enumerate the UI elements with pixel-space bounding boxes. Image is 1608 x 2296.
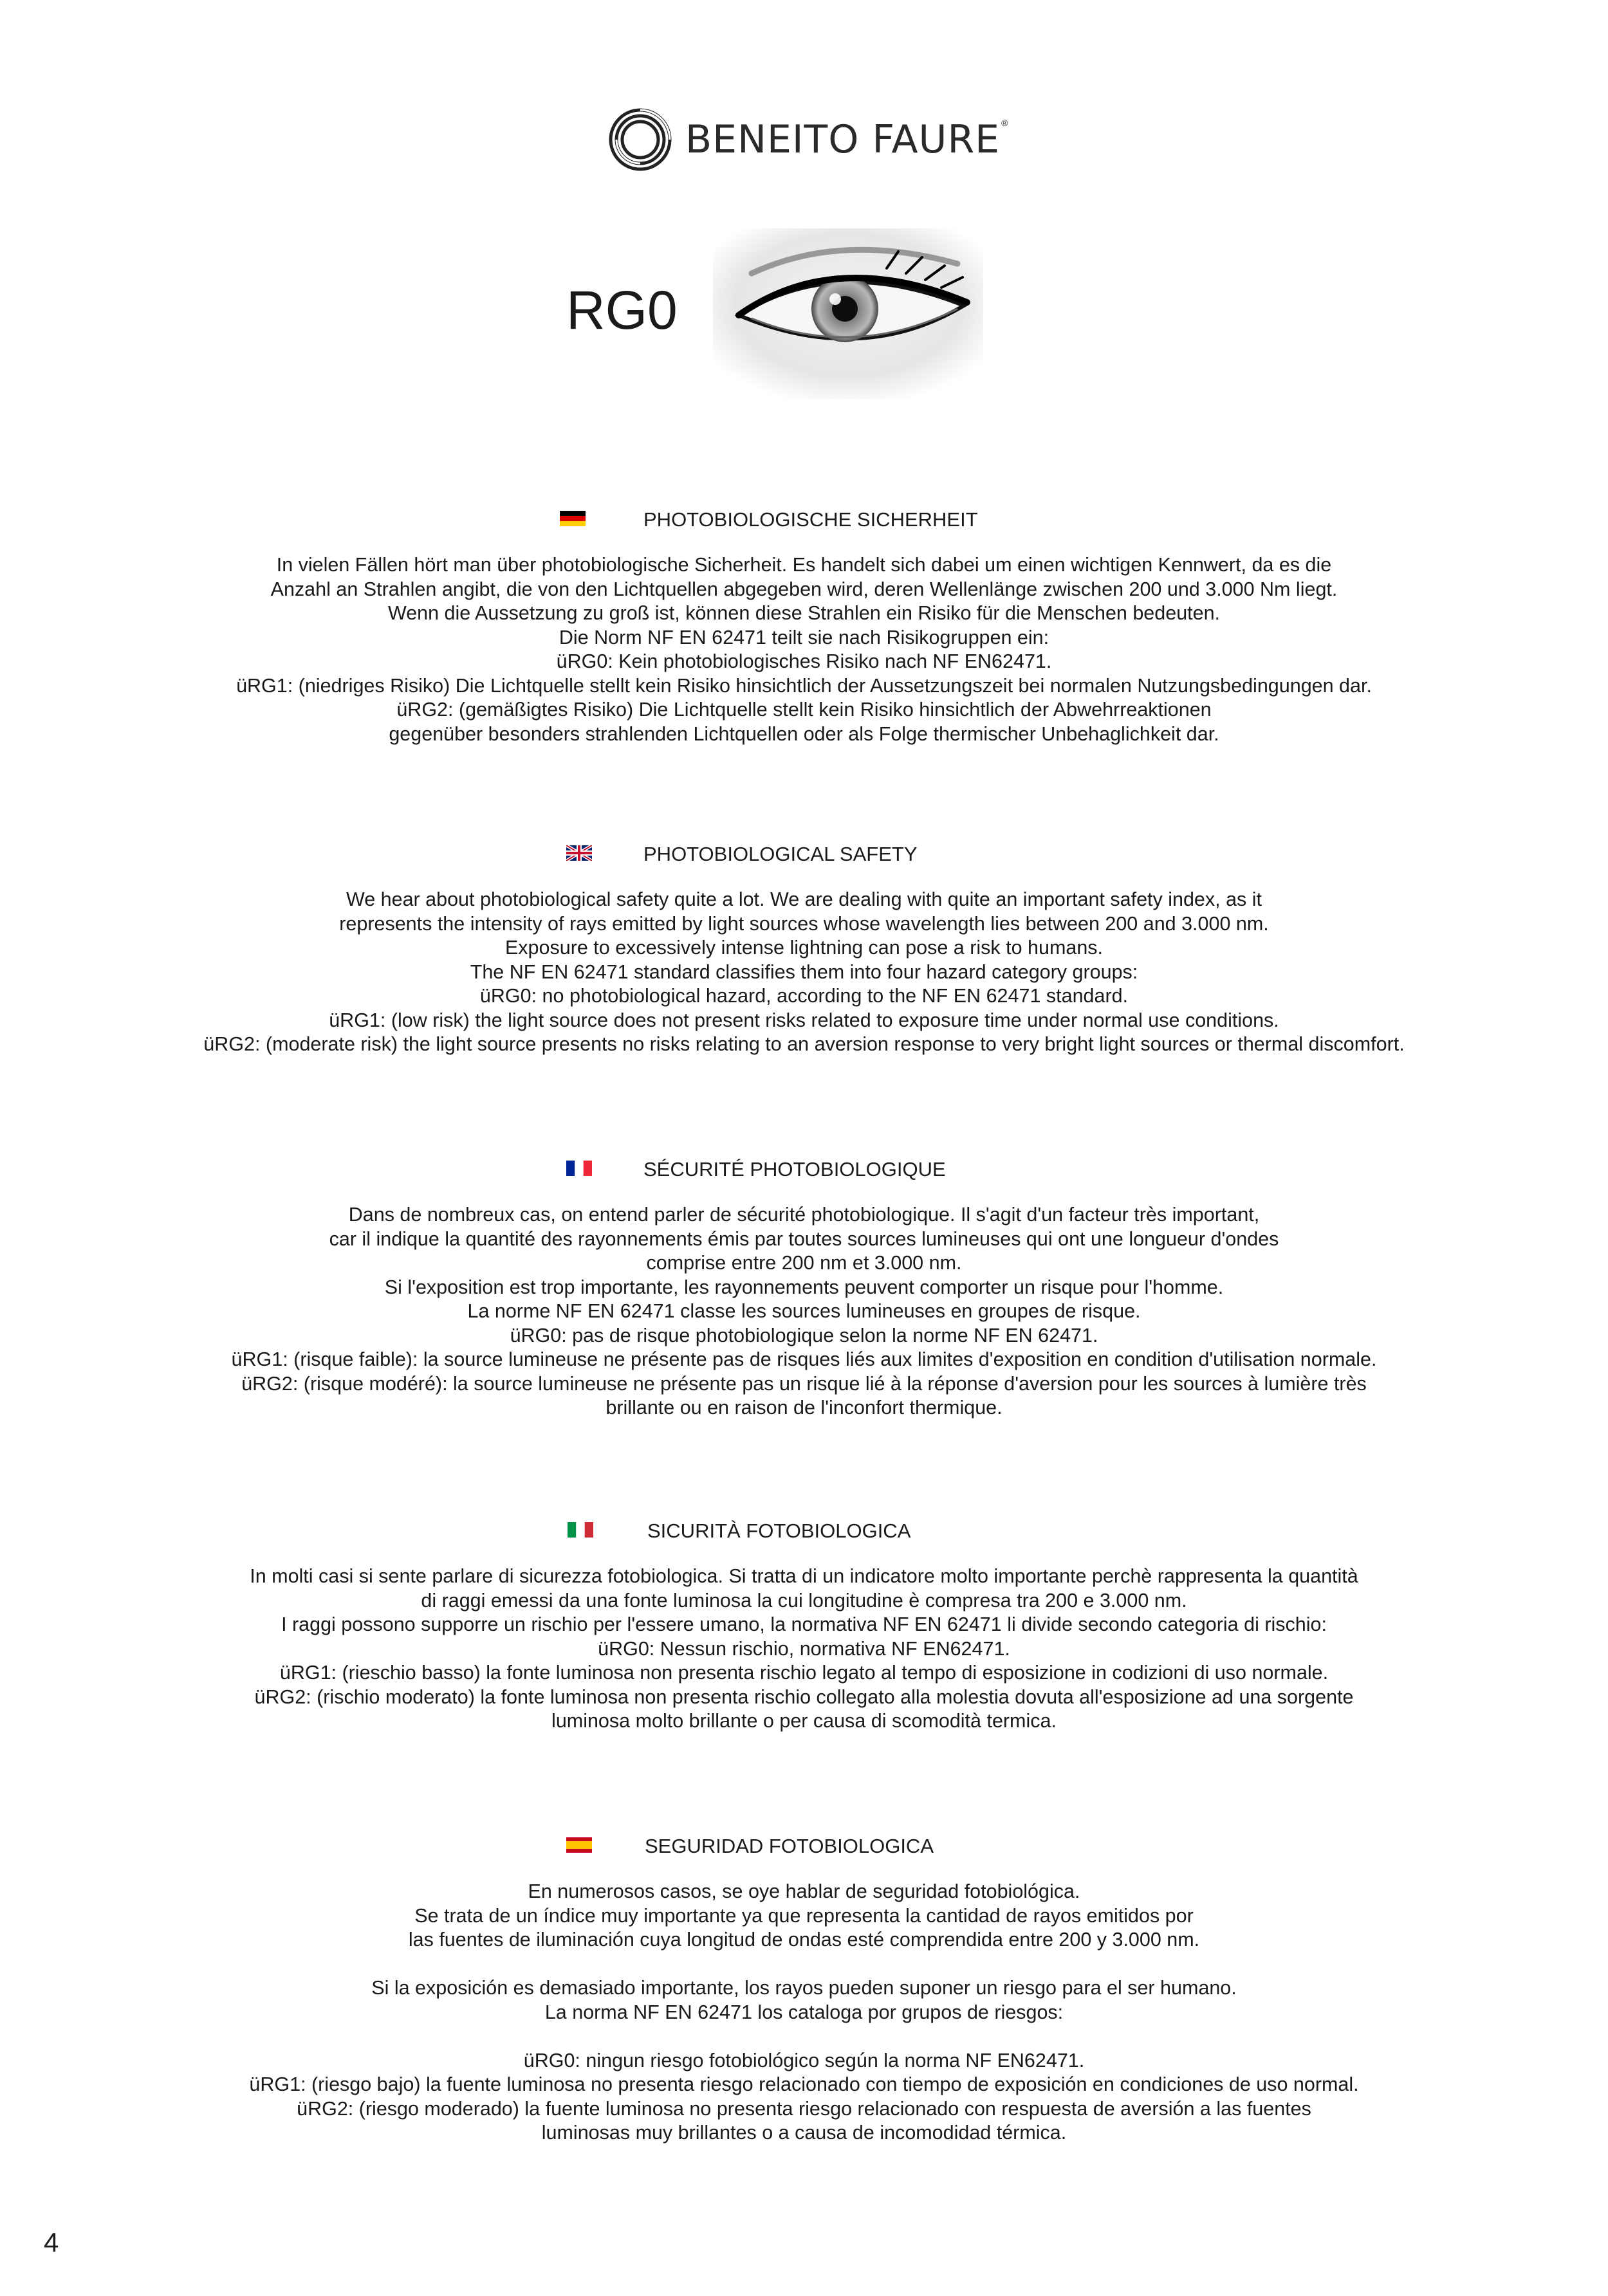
section-body (0, 1203, 1608, 1420)
section-body (0, 1880, 1608, 2145)
eye-icon (713, 228, 983, 399)
brand-name: BENEITO FAURE (685, 117, 1001, 162)
body-line: Wenn die Aussetzung zu groß ist, können diese Strahlen ein Risiko für die Menschen bedeuten. (387, 602, 1221, 624)
body-line: üRG2: (moderate risk) the light source presents no risks relating to an aversion response to very bright light sources or thermal discomfort. (203, 1033, 1405, 1055)
section-title: PHOTOBIOLOGICAL SAFETY (643, 843, 918, 865)
body-line: The NF EN 62471 standard classifies them into four hazard category groups: (470, 960, 1138, 983)
section-title: PHOTOBIOLOGISCHE SICHERHEIT (643, 508, 978, 531)
french-flag-icon (566, 1161, 592, 1176)
body-line: üRG1: (riesgo bajo) la fuente luminosa no presenta riesgo relacionado con tiempo de exposición en condiciones de uso normal. (249, 2073, 1359, 2095)
section-body (0, 1565, 1608, 1734)
body-line: car il indique la quantité des rayonnements émis par toutes sources lumineuses qui ont une longueur d'ondes (329, 1227, 1279, 1250)
body-line: luminosa molto brillante o per causa di scomodità termica. (551, 1710, 1057, 1732)
section-title: SICURITÀ FOTOBIOLOGICA (647, 1520, 911, 1542)
body-line: üRG0: ningun riesgo fotobiológico según la norma NF EN62471. (523, 2049, 1085, 2071)
body-line: las fuentes de iluminación cuya longitud de ondas esté comprendida entre 200 y 3.000 nm. (408, 1929, 1200, 1951)
german-flag-icon (560, 511, 586, 526)
spanish-flag-icon (566, 1837, 592, 1853)
body-line: üRG1: (rieschio basso) la fonte luminosa non presenta rischio legato al tempo di esposizione in codizioni di uso normale. (279, 1662, 1329, 1684)
body-line: La norme NF EN 62471 classe les sources lumineuses en groupes de risque. (467, 1300, 1141, 1322)
body-line: üRG2: (gemäßigtes Risiko) Die Lichtquelle stellt kein Risiko hinsichtlich der Abwehrreaktionen (396, 699, 1212, 721)
body-line: üRG0: pas de risque photobiologique selon la norme NF EN 62471. (510, 1324, 1098, 1346)
body-line: üRG1: (niedriges Risiko) Die Lichtquelle stellt kein Risiko hinsichtlich der Aussetzungszeit bei normalen Nutzungsbedingungen dar. (236, 674, 1372, 697)
body-line: I raggi possono supporre un rischio per l'essere umano, la normativa NF EN 62471 li divide secondo categoria di rischio: (281, 1613, 1327, 1635)
body-line-blank (0, 1952, 1608, 1977)
section-german (0, 508, 1608, 746)
brand-rings-icon (608, 107, 672, 172)
brand-logo (608, 104, 1008, 175)
risk-group-title: RG0 (566, 280, 678, 340)
body-line: üRG1: (low risk) the light source does not present risks related to exposure time under normal use conditions. (329, 1009, 1279, 1031)
body-line: üRG1: (risque faible): la source lumineuse ne présente pas de risques liés aux limites d'exposition en condition d'utilisation normale. (231, 1348, 1377, 1370)
body-line: comprise entre 200 nm et 3.000 nm. (646, 1252, 962, 1274)
body-line: Dans de nombreux cas, on entend parler de sécurité photobiologique. Il s'agit d'un facteur très important, (348, 1204, 1260, 1226)
body-line: üRG0: no photobiological hazard, according to the NF EN 62471 standard. (479, 985, 1129, 1007)
body-line: Exposure to excessively intense lightning can pose a risk to humans. (504, 937, 1104, 959)
body-line: luminosas muy brillantes o a causa de incomodidad térmica. (541, 2122, 1067, 2144)
body-line: In molti casi si sente parlare di sicurezza fotobiologica. Si tratta di un indicatore molto importante perchè rappresenta la quantità (250, 1565, 1358, 1587)
body-line: Si l'exposition est trop importante, les rayonnements peuvent comporter un risque pour l'homme. (384, 1276, 1224, 1298)
section-english (0, 843, 1608, 1057)
body-line: Si la exposición es demasiado importante, los rayos pueden suponer un riesgo para el ser humano. (371, 1977, 1237, 1999)
body-line: In vielen Fällen hört man über photobiologische Sicherheit. Es handelt sich dabei um einen wichtigen Kennwert, da es die (276, 554, 1332, 576)
body-line: Die Norm NF EN 62471 teilt sie nach Risikogruppen ein: (559, 626, 1049, 648)
body-line: üRG0: Kein photobiologisches Risiko nach NF EN62471. (556, 650, 1052, 672)
body-line: En numerosos casos, se oye hablar de seguridad fotobiológica. (528, 1880, 1080, 1902)
section-body (0, 888, 1608, 1057)
body-line: üRG2: (risque modéré): la source lumineuse ne présente pas un risque lié à la réponse d'aversion pour les sources à lumière très (241, 1372, 1367, 1395)
body-line: üRG2: (rischio moderato) la fonte luminosa non presenta rischio collegato alla molestia dovuta all'esposizione ad una sorgente (254, 1685, 1354, 1708)
page-number: 4 (44, 2227, 59, 2257)
body-line: Se trata de un índice muy importante ya que representa la cantidad de rayos emitidos por (414, 1904, 1194, 1927)
section-french (0, 1158, 1608, 1420)
body-line: üRG2: (riesgo moderado) la fuente luminosa no presenta riesgo relacionado con respuesta de aversión a las fuentes (297, 2097, 1311, 2120)
section-italian (0, 1520, 1608, 1734)
body-line: brillante ou en raison de l'inconfort thermique. (605, 1397, 1003, 1419)
body-line: üRG0: Nessun rischio, normativa NF EN62471. (598, 1637, 1010, 1660)
italian-flag-icon (568, 1522, 593, 1538)
registered-mark: ® (1001, 118, 1008, 128)
body-line: di raggi emessi da una fonte luminosa la cui longitudine è compresa tra 200 e 3.000 nm. (421, 1589, 1187, 1612)
body-line: gegenüber besonders strahlenden Lichtquellen oder als Folge thermischer Unbehaglichkeit dar. (389, 722, 1219, 745)
body-line: Anzahl an Strahlen angibt, die von den Lichtquellen abgegeben wird, deren Wellenlänge zwischen 200 und 3.000 Nm liegt. (270, 578, 1338, 600)
body-line-blank (0, 2025, 1608, 2049)
section-title: SÉCURITÉ PHOTOBIOLOGIQUE (643, 1158, 946, 1180)
section-spanish (0, 1835, 1608, 2145)
body-line: La norma NF EN 62471 los cataloga por grupos de riesgos: (544, 2001, 1064, 2023)
uk-flag-icon (566, 845, 592, 861)
section-body (0, 553, 1608, 746)
body-line: represents the intensity of rays emitted by light sources whose wavelength lies between 200 and 3.000 nm. (339, 912, 1269, 935)
section-title: SEGURIDAD FOTOBIOLOGICA (645, 1835, 934, 1857)
body-line: We hear about photobiological safety quite a lot. We are dealing with quite an important safety index, as it (346, 888, 1262, 910)
